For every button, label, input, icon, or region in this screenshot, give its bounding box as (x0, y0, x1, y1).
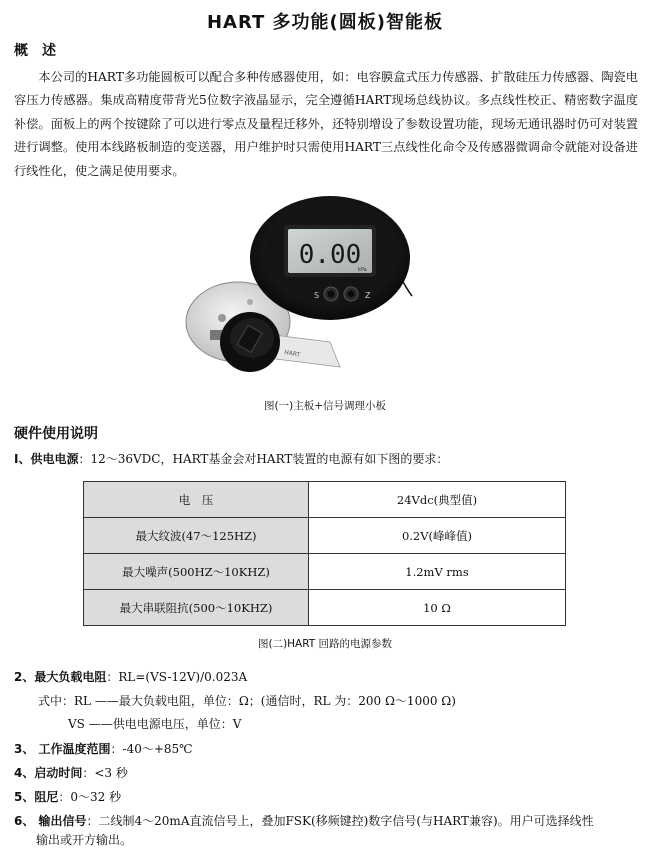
item-1-label: Ⅰ、供电电源 (14, 452, 79, 466)
page-title: HART 多功能(圆板)智能板 (206, 12, 444, 33)
item-6-text: ：二线制4～20mA直流信号上，叠加FSK(移频键控)数字信号(与HART兼容)。用户可选择线性 (86, 814, 594, 828)
item-4-text: ：<3 秒 (82, 766, 128, 780)
figure-2-caption: 图(二)HART 回路的电源参数 (257, 638, 393, 650)
table-row (84, 554, 566, 590)
item-6 (14, 812, 594, 829)
item-2 (14, 668, 247, 685)
figure-1-caption: 图(一)主板+信号调理小板 (264, 400, 386, 412)
item-5 (14, 788, 121, 805)
overview-heading: 概 述 (14, 43, 56, 59)
svg-text:S: S (314, 291, 320, 300)
overview-text (14, 66, 638, 183)
table-label: 最大纹波(47～125HZ) (84, 518, 309, 554)
item-3-label: 3、 工作温度范围 (14, 742, 111, 756)
table-label: 最大噪声(500HZ～10KHZ) (84, 554, 309, 590)
product-photo (180, 192, 420, 392)
item-3 (14, 740, 193, 757)
overview-paragraph: 本公司的HART多功能圆板可以配合多种传感器使用，如：电容膜盒式压力传感器、扩散硅压力传感器、陶瓷电容压力传感器。集成高精度带背光5位数字液晶显示，完全遵循HART现场总线协议。多点线性校正、精密数字温度补偿。面板上的两个按键除了可以进行零点及量程迁移外，还特别增设了参数设置功能，现场无通讯器时仍可对装置进行调整。使用本线路板制造的变送器，用户维护时只需使用HART三点线性化命令及传感器微调命令就能对设备进行线性化，使之满足使用要求。 (14, 70, 638, 178)
item-5-text: ：0～32 秒 (58, 790, 122, 804)
table-label: 最大串联阻抗(500～10KHZ) (84, 590, 309, 626)
table-value: 1.2mV rms (309, 554, 566, 590)
power-parameter-table (83, 481, 566, 626)
lcd-reading: 0.00 (298, 240, 362, 270)
board-label: HART (283, 349, 301, 359)
item-6-continuation: 输出或开方输出。 (36, 833, 133, 847)
table-row (84, 590, 566, 626)
item-2-formula-note: 式中：RL ——最大负载电阻，单位：Ω；(通信时，RL 为：200 Ω～1000 Ω) (38, 694, 456, 708)
svg-text:Z: Z (365, 291, 371, 300)
main-board (250, 196, 410, 320)
item-2-vs-note: VS ——供电电源电压，单位：V (68, 717, 242, 731)
item-2-label: 2、最大负载电阻 (14, 670, 107, 684)
item-6-label: 6、 输出信号 (14, 814, 87, 828)
table-value: 0.2V(峰峰值) (309, 518, 566, 554)
table-label: 电 压 (84, 482, 309, 518)
table-row (84, 518, 566, 554)
item-4 (14, 764, 128, 781)
hardware-heading: 硬件使用说明 (14, 426, 98, 442)
item-5-label: 5、阻尼 (14, 790, 59, 804)
item-3-text: ：-40～+85℃ (110, 742, 193, 756)
table-value: 24Vdc(典型值) (309, 482, 566, 518)
sensor-module (220, 312, 280, 372)
table-row (84, 482, 566, 518)
item-1-text: ：12～36VDC，HART基金会对HART装置的电源有如下图的要求： (78, 452, 449, 466)
lcd-unit: kPa (358, 267, 367, 273)
item-1 (14, 450, 448, 467)
item-4-label: 4、启动时间 (14, 766, 83, 780)
table-value: 10 Ω (309, 590, 566, 626)
item-2-text: ：RL=(VS-12V)/0.023A (106, 670, 248, 684)
